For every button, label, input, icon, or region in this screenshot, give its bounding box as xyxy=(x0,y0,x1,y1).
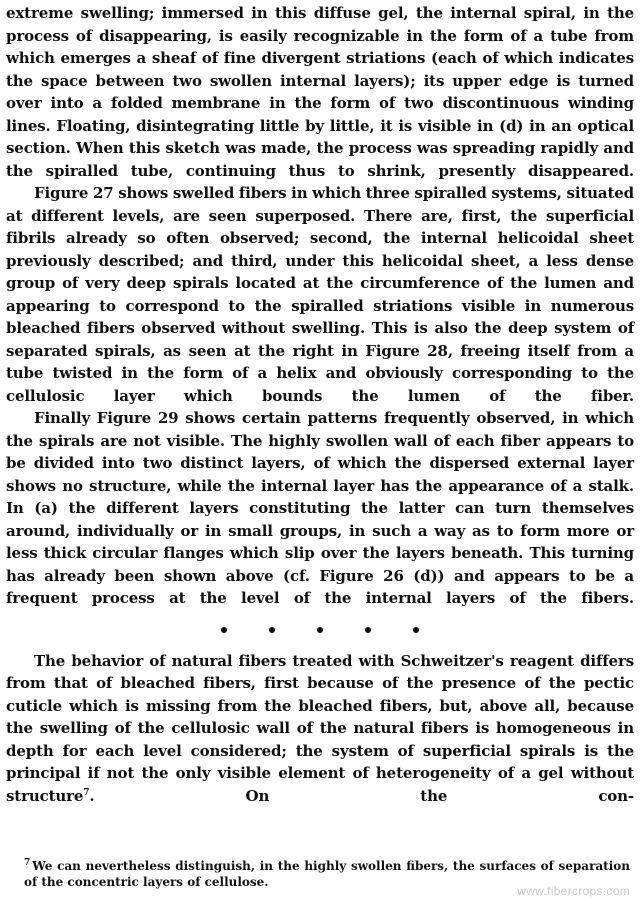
separator-dot xyxy=(317,627,323,633)
watermark: www.fibercrops.com xyxy=(517,884,630,898)
separator-dot xyxy=(221,627,227,633)
footnote-text: We can nevertheless distinguish, in the highly swollen fibers, the surfaces of separation of the concentric layers of cellulose. xyxy=(24,859,630,889)
paragraph-2: Figure 27 shows swelled fibers in which three spiralled systems, situated at different levels, are seen superposed. There are, first, the superficial fibrils already so often observed; second, the internal helicoidal sheet previously described; and third, under this helicoidal sheet, a less dense group of very deep spirals located at the circumference of the lumen and appearing to correspond to the spiralled striations visible in numerous bleached fibers observed without swelling. This is also the deep system of separated spirals, as seen at the right in Figure 28, freeing itself from a tube twisted in the form of a helix and obviously corresponding to the cellulosic layer which bounds the lumen of the fiber. xyxy=(6,184,634,405)
footnote-number: 7 xyxy=(24,858,31,868)
separator-dot xyxy=(269,627,275,633)
paragraph-4-text: The behavior of natural fibers treated with Schweitzer's reagent differs from that of bleached fibers, first because of the presence of the pectic cuticle which is missing from the bleached fibers, but, above all, because the swelling of the cellulosic wall of the natural fibers is homogeneous in depth for each level considered; the system of superficial spirals is the principal if not the only visible element of heterogeneity of a gel without structure xyxy=(6,651,634,805)
separator-dot xyxy=(413,627,419,633)
paragraph-1: extreme swelling; immersed in this diffuse gel, the internal spiral, in the process of disappearing, is easily recognizable in the form of a tube from which emerges a sheaf of fine divergent striations (each of which indicates the space between two swollen internal layers); its upper edge is turned over into a folded membrane in the form of two discontinuous winding lines. Floating, disintegrating little by little, it is visible in (d) in an optical section. When this sketch was made, the process was spreading rapidly and the spiralled tube, continuing thus to shrink, presently disappeared. xyxy=(6,4,634,180)
paragraph-3: Finally Figure 29 shows certain patterns frequently observed, in which the spirals are not visible. The highly swollen wall of each fiber appears to be divided into two distinct layers, of which the dispersed external layer shows no structure, while the internal layer has the appearance of a stalk. In (a) the different layers constituting the latter can turn themselves around, individually or in small groups, in such a way as to form more or less thick circular flanges which slip over the layers beneath. This turning has already been shown above (cf. Figure 26 (d)) and appears to be a frequent process at the level of the internal layers of the fibers. xyxy=(6,409,634,607)
separator-dot xyxy=(365,627,371,633)
section-separator xyxy=(6,610,634,650)
footnote-reference: 7 xyxy=(83,787,90,798)
paragraph-4-tail: . On the con- xyxy=(89,786,634,805)
paragraph-4 xyxy=(6,650,634,808)
